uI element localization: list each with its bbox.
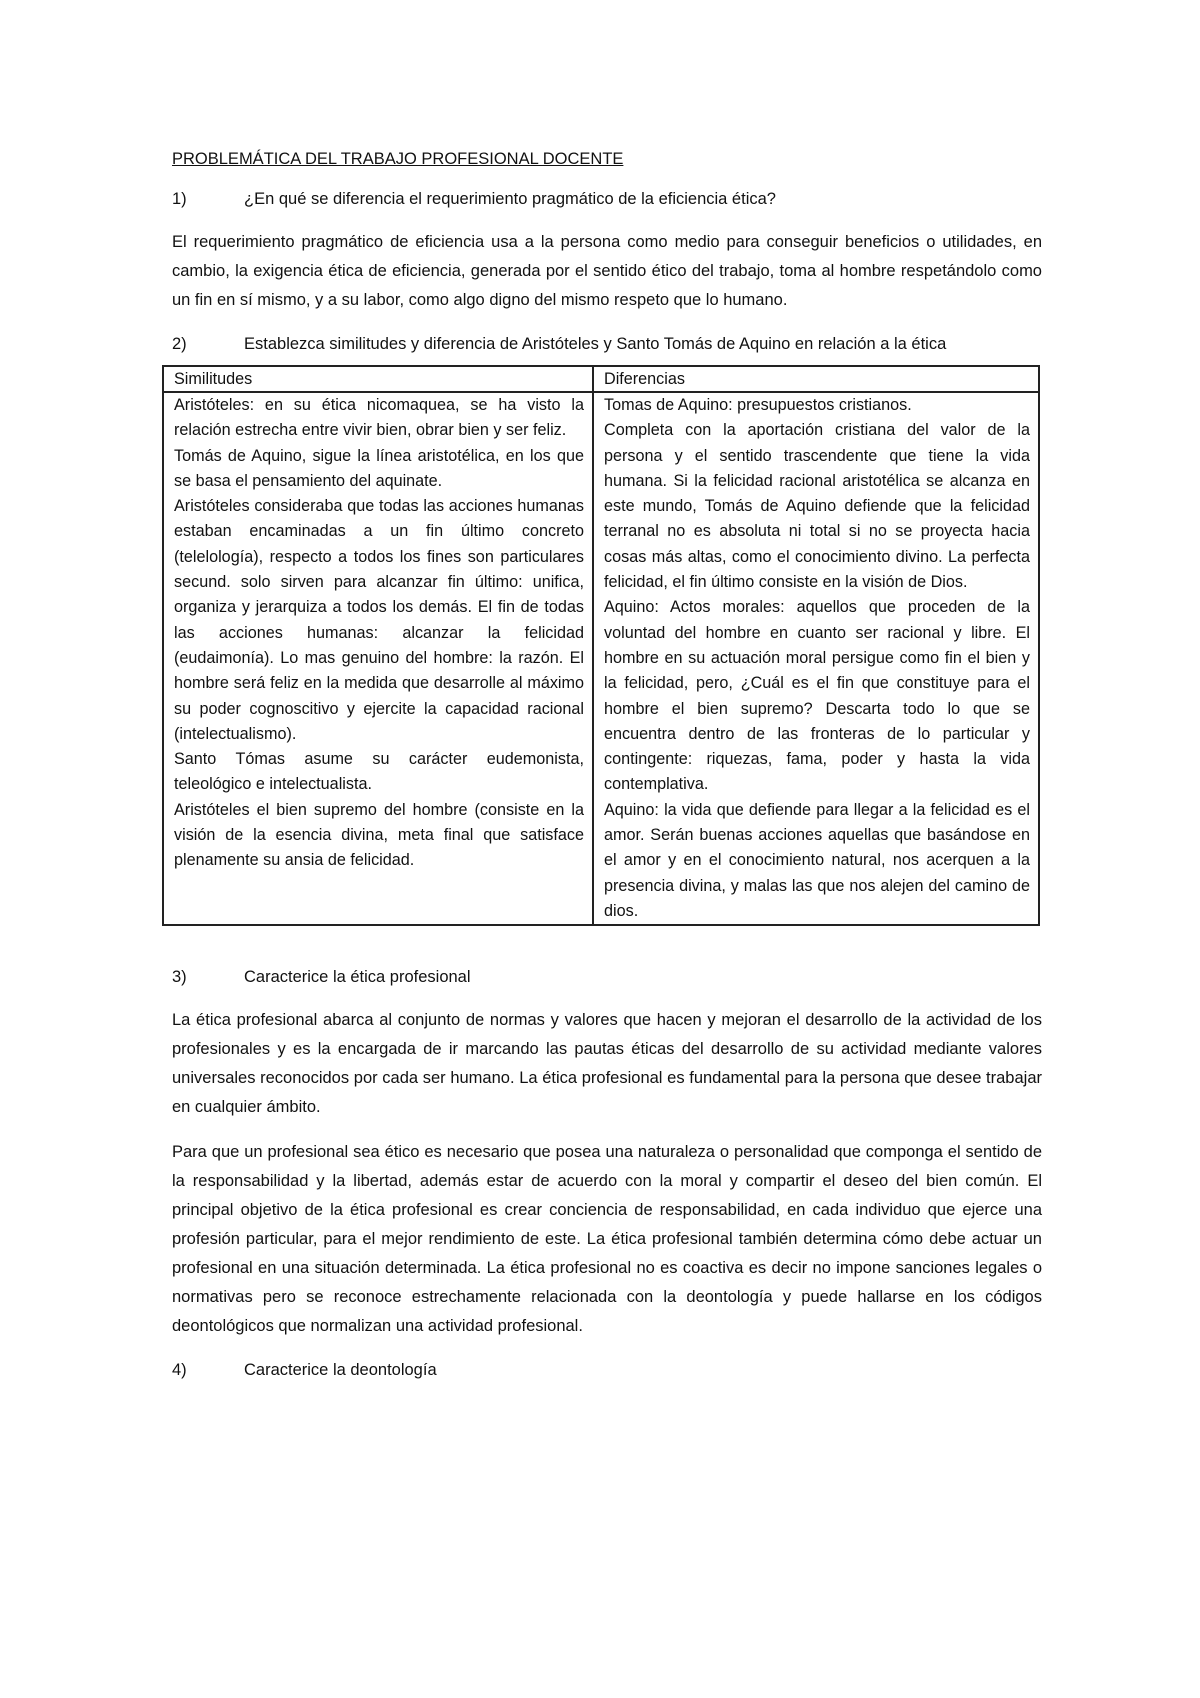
similitud-item: Aristóteles consideraba que todas las acciones humanas estaban encaminadas a un fin último concreto (telelología), respecto a todos los fines son particulares secund. solo sirven para alcanzar fin último: unifica, organiza y jerarquiza a todos los demás. El fin de todas las acciones humanas: alcanzar la felicidad (eudaimonía). Lo mas genuino del hombre: la razón. El hombre será feliz en la medida que desarrolle al máximo su poder cognoscitivo y ejercite la capacidad racional (intelectualismo). (174, 497, 584, 743)
similitud-item: Aristóteles: en su ética nicomaquea, se ha visto la relación estrecha entre vivir bien, obrar bien y ser feliz. (174, 396, 584, 440)
question-4 (172, 1357, 1042, 1383)
question-3-number: 3) (172, 968, 187, 987)
question-4-text: Caracterice la deontología (244, 1361, 437, 1380)
table-header-similitudes: Similitudes (163, 366, 593, 392)
question-1-number: 1) (172, 190, 187, 208)
table-header-diferencias: Diferencias (593, 366, 1039, 392)
question-4-number: 4) (172, 1361, 187, 1380)
diferencia-item: Aquino: Actos morales: aquellos que proceden de la voluntad del hombre en cuanto ser racional y libre. El hombre en su actuación moral persigue como fin el bien y la felicidad, pero, ¿Cuál es el fin que constituye para el hombre el bien supremo? Descarta todo lo que se encuentra dentro de las fronteras de lo particular y contingente: riquezas, fama, poder y hasta la vida contemplativa. (604, 598, 1030, 794)
answer-3-paragraph-2: Para que un profesional sea ético es necesario que posea una naturaleza o personalidad que componga el sentido de la responsabilidad y la libertad, además estar de acuerdo con la moral y compartir el deseo del bien común. El principal objetivo de la ética profesional es crear conciencia de responsabilidad, en cada individuo que ejerce una profesión particular, para el mejor rendimiento de este. La ética profesional también determina cómo debe actuar un profesional en una situación determinada. La ética profesional no es coactiva es decir no impone sanciones legales o normativas pero se reconoce estrechamente relacionada con la deontología y puede hallarse en los códigos deontológicos que normalizan una actividad profesional. (172, 1143, 1042, 1336)
similitudes-cell (163, 392, 593, 925)
question-2 (172, 331, 1042, 357)
answer-1: El requerimiento pragmático de eficiencia usa a la persona como medio para conseguir beneficios o utilidades, en cambio, la exigencia ética de eficiencia, generada por el sentido ético del trabajo, toma al hombre respetándolo como un fin en sí mismo, y a su labor, como algo digno del mismo respeto que lo humano. (172, 233, 1042, 309)
document-page (172, 130, 1042, 1383)
question-1-text: ¿En qué se diferencia el requerimiento pragmático de la eficiencia ética? (244, 190, 776, 208)
question-3-text: Caracterice la ética profesional (244, 968, 471, 987)
document-title: PROBLEMÁTICA DEL TRABAJO PROFESIONAL DOCENTE (172, 150, 624, 168)
similitud-item: Santo Tómas asume su carácter eudemonista, teleológico e intelectualista. (174, 750, 584, 794)
answer-3-paragraph-1: La ética profesional abarca al conjunto de normas y valores que hacen y mejoran el desarrollo de la actividad de los profesionales y es la encargada de ir marcando las pautas éticas del desarrollo de su actividad mediante valores universales reconocidos por cada ser humano. La ética profesional es fundamental para la persona que desee trabajar en cualquier ámbito. (172, 1011, 1042, 1117)
similitud-item: Aristóteles el bien supremo del hombre (consiste en la visión de la esencia divina, meta final que satisface plenamente su ansia de felicidad. (174, 800, 584, 870)
diferencia-item: Tomas de Aquino: presupuestos cristianos. (604, 396, 912, 414)
question-2-number: 2) (172, 335, 187, 353)
diferencia-item: Completa con la aportación cristiana del valor de la persona y el sentido trascendente que tiene la vida humana. Si la felicidad racional aristotélica se alcanza en este mundo, Tomás de Aquino defiende que la felicidad terranal no es absoluta ni total si no se proyecta hacia cosas más altas, como el conocimiento divino. La perfecta felicidad, el fin último consiste en la visión de Dios. (604, 421, 1030, 592)
diferencia-item: Aquino: la vida que defiende para llegar a la felicidad es el amor. Serán buenas acciones aquellas que basándose en el amor y en el conocimiento natural, nos acerquen a la presencia divina, y malas las que nos alejen del camino de dios. (604, 800, 1030, 920)
comparison-table (162, 365, 1040, 926)
question-3 (172, 964, 1042, 990)
similitud-item: Tomás de Aquino, sigue la línea aristotélica, en los que se basa el pensamiento del aquinate. (174, 446, 584, 490)
question-2-text: Establezca similitudes y diferencia de Aristóteles y Santo Tomás de Aquino en relación a la ética (244, 335, 947, 353)
question-1 (172, 186, 1042, 212)
diferencias-cell (593, 392, 1039, 925)
